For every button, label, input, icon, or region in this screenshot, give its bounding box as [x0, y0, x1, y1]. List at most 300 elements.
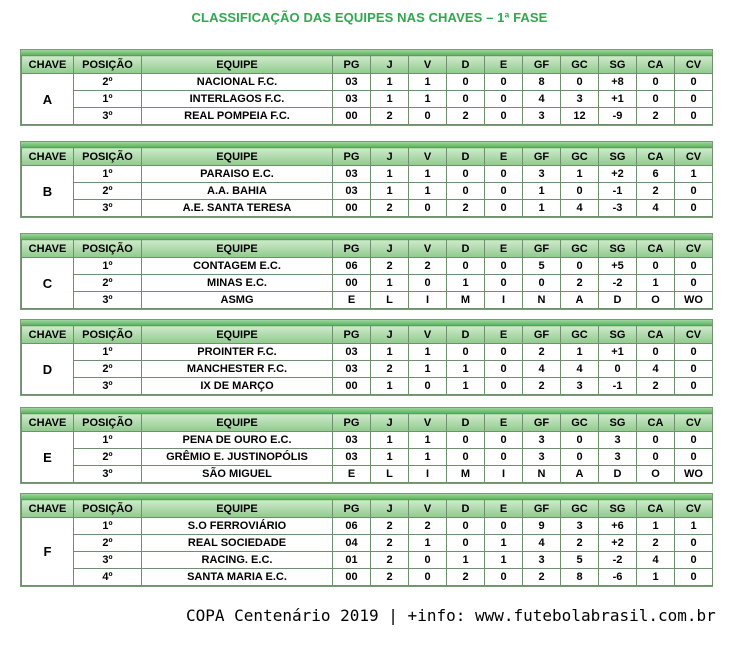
standings-table [21, 413, 713, 483]
table-cell: 2º [74, 361, 142, 378]
header-row [22, 326, 713, 344]
table-cell: 0 [485, 378, 523, 395]
table-cell: 1º [74, 166, 142, 183]
table-cell: 0 [447, 449, 485, 466]
column-header: J [371, 148, 409, 166]
table-cell: 1 [637, 518, 675, 535]
team-name: GRÊMIO E. JUSTINOPÓLIS [142, 449, 333, 466]
table-cell: 2 [371, 535, 409, 552]
table-cell: 0 [485, 108, 523, 125]
table-cell: 4 [561, 361, 599, 378]
column-header: J [371, 56, 409, 74]
table-cell: 0 [409, 552, 447, 569]
column-header: EQUIPE [142, 240, 333, 258]
table-cell: -1 [599, 378, 637, 395]
column-header: E [485, 148, 523, 166]
column-header: POSIÇÃO [74, 56, 142, 74]
column-header: CV [675, 240, 713, 258]
table-cell: 4 [637, 552, 675, 569]
page-title: CLASSIFICAÇÃO DAS EQUIPES NAS CHAVES – 1ª FASE [191, 10, 548, 25]
table-cell: 1º [74, 432, 142, 449]
table-cell: 1 [523, 200, 561, 217]
table-cell: 0 [637, 344, 675, 361]
table-cell: 0 [561, 432, 599, 449]
table-cell: 0 [637, 432, 675, 449]
table-cell: 0 [409, 569, 447, 586]
column-header: V [409, 414, 447, 432]
table-cell: 04 [333, 535, 371, 552]
table-row [22, 275, 713, 292]
column-header: GF [523, 500, 561, 518]
table-cell: 0 [409, 108, 447, 125]
table-cell: 1º [74, 91, 142, 108]
table-cell: 1 [447, 361, 485, 378]
table-cell: 1º [74, 258, 142, 275]
column-header: D [447, 240, 485, 258]
group-b-table [20, 141, 713, 218]
column-header: SG [599, 500, 637, 518]
team-name: REAL POMPEIA F.C. [142, 108, 333, 125]
table-cell: 03 [333, 166, 371, 183]
table-cell: 0 [675, 91, 713, 108]
table-cell: 0 [675, 74, 713, 91]
table-cell: L [371, 466, 409, 483]
table-cell: 03 [333, 432, 371, 449]
table-cell: 1 [447, 275, 485, 292]
column-header: CHAVE [22, 500, 74, 518]
table-cell: 03 [333, 183, 371, 200]
standings-table [21, 239, 713, 309]
header-row [22, 414, 713, 432]
table-cell: 0 [485, 432, 523, 449]
table-cell: 2 [561, 535, 599, 552]
table-row [22, 535, 713, 552]
table-cell: 1 [523, 183, 561, 200]
team-name: PROINTER F.C. [142, 344, 333, 361]
table-cell: 2 [637, 183, 675, 200]
column-header: CHAVE [22, 326, 74, 344]
table-cell: 0 [675, 432, 713, 449]
group-letter: C [22, 258, 74, 309]
group-d-table [20, 319, 713, 396]
table-cell: 0 [675, 378, 713, 395]
table-cell: 2 [523, 344, 561, 361]
table-cell: 0 [485, 91, 523, 108]
table-cell: 1 [485, 535, 523, 552]
table-cell: O [637, 292, 675, 309]
table-cell: 2 [523, 569, 561, 586]
table-cell: 2 [637, 535, 675, 552]
table-cell: 2º [74, 74, 142, 91]
column-header: PG [333, 414, 371, 432]
group-a-table [20, 49, 713, 126]
table-cell: 2º [74, 275, 142, 292]
table-cell: 2 [447, 200, 485, 217]
table-cell: O [637, 466, 675, 483]
table-cell: 2 [371, 258, 409, 275]
table-cell: -2 [599, 552, 637, 569]
column-header: CA [637, 326, 675, 344]
table-cell: +5 [599, 258, 637, 275]
table-cell: 03 [333, 91, 371, 108]
table-cell: 06 [333, 258, 371, 275]
table-cell: 3 [523, 449, 561, 466]
table-cell: A [561, 292, 599, 309]
table-cell: 00 [333, 275, 371, 292]
table-cell: 2º [74, 535, 142, 552]
table-cell: 03 [333, 74, 371, 91]
column-header: CA [637, 240, 675, 258]
table-cell: 1 [371, 344, 409, 361]
table-cell: 0 [447, 91, 485, 108]
table-cell: 4 [523, 91, 561, 108]
table-row [22, 166, 713, 183]
table-cell: 1 [637, 275, 675, 292]
column-header: J [371, 414, 409, 432]
header-row [22, 500, 713, 518]
table-cell: 2º [74, 449, 142, 466]
table-cell: 0 [485, 275, 523, 292]
table-row [22, 258, 713, 275]
table-cell: +2 [599, 535, 637, 552]
table-cell: 1 [409, 183, 447, 200]
table-cell: 5 [523, 258, 561, 275]
table-cell: 1 [637, 569, 675, 586]
table-row [22, 449, 713, 466]
table-cell: 06 [333, 518, 371, 535]
team-name: MINAS E.C. [142, 275, 333, 292]
table-cell: N [523, 292, 561, 309]
table-cell: 0 [409, 275, 447, 292]
table-cell: 0 [447, 344, 485, 361]
table-cell: 2 [637, 378, 675, 395]
team-name: SANTA MARIA E.C. [142, 569, 333, 586]
table-cell: -9 [599, 108, 637, 125]
column-header: E [485, 500, 523, 518]
team-name: CONTAGEM E.C. [142, 258, 333, 275]
column-header: SG [599, 148, 637, 166]
column-header: CV [675, 414, 713, 432]
table-cell: 0 [485, 518, 523, 535]
column-header: CV [675, 56, 713, 74]
column-header: V [409, 500, 447, 518]
table-cell: 1º [74, 518, 142, 535]
column-header: CHAVE [22, 414, 74, 432]
table-cell: 1 [371, 91, 409, 108]
header-row [22, 148, 713, 166]
standings-table [21, 499, 713, 586]
table-cell: 2 [371, 108, 409, 125]
table-cell: 0 [409, 200, 447, 217]
standings-table [21, 147, 713, 217]
table-cell: 0 [637, 449, 675, 466]
group-letter: E [22, 432, 74, 483]
table-cell: 1 [371, 183, 409, 200]
table-cell: 2 [523, 378, 561, 395]
column-header: PG [333, 56, 371, 74]
table-row [22, 466, 713, 483]
table-cell: E [333, 466, 371, 483]
table-cell: 0 [675, 535, 713, 552]
table-cell: I [409, 466, 447, 483]
table-cell: 0 [675, 200, 713, 217]
table-cell: 0 [447, 535, 485, 552]
table-cell: 1 [409, 91, 447, 108]
column-header: SG [599, 240, 637, 258]
column-header: POSIÇÃO [74, 148, 142, 166]
table-cell: 1 [447, 552, 485, 569]
column-header: POSIÇÃO [74, 240, 142, 258]
table-cell: 3 [561, 91, 599, 108]
column-header: CA [637, 500, 675, 518]
table-cell: 2 [371, 518, 409, 535]
table-cell: 3º [74, 292, 142, 309]
table-cell: 5 [561, 552, 599, 569]
table-row [22, 432, 713, 449]
team-name: PARAISO E.C. [142, 166, 333, 183]
column-header: GC [561, 148, 599, 166]
team-name: NACIONAL F.C. [142, 74, 333, 91]
table-cell: -2 [599, 275, 637, 292]
group-c-table [20, 233, 713, 310]
column-header: CA [637, 56, 675, 74]
table-cell: 1 [409, 361, 447, 378]
table-cell: +8 [599, 74, 637, 91]
team-name: A.A. BAHIA [142, 183, 333, 200]
header-row [22, 240, 713, 258]
table-cell: 0 [675, 361, 713, 378]
table-cell: 00 [333, 200, 371, 217]
table-cell: 0 [447, 258, 485, 275]
column-header: POSIÇÃO [74, 414, 142, 432]
table-cell: 2 [409, 518, 447, 535]
group-f-table [20, 493, 713, 587]
table-cell: WO [675, 292, 713, 309]
table-cell: D [599, 466, 637, 483]
table-cell: 2 [371, 361, 409, 378]
table-cell: 3º [74, 200, 142, 217]
column-header: CV [675, 326, 713, 344]
team-name: S.O FERROVIÁRIO [142, 518, 333, 535]
table-cell: 0 [447, 432, 485, 449]
column-header: GC [561, 326, 599, 344]
table-cell: +1 [599, 344, 637, 361]
column-header: PG [333, 500, 371, 518]
column-header: GF [523, 326, 561, 344]
table-row [22, 74, 713, 91]
table-cell: 6 [637, 166, 675, 183]
table-cell: 12 [561, 108, 599, 125]
standings-table [21, 325, 713, 395]
table-cell: 03 [333, 344, 371, 361]
table-cell: 0 [675, 449, 713, 466]
table-cell: 3 [561, 518, 599, 535]
team-name: RACING. E.C. [142, 552, 333, 569]
table-cell: 0 [675, 108, 713, 125]
table-cell: I [485, 292, 523, 309]
column-header: CA [637, 414, 675, 432]
table-cell: 0 [675, 552, 713, 569]
table-cell: 03 [333, 361, 371, 378]
table-cell: +1 [599, 91, 637, 108]
table-row [22, 344, 713, 361]
column-header: EQUIPE [142, 56, 333, 74]
column-header: V [409, 56, 447, 74]
table-cell: 0 [637, 74, 675, 91]
table-cell: 1 [371, 166, 409, 183]
table-cell: 1 [675, 166, 713, 183]
table-cell: 1 [371, 275, 409, 292]
column-header: SG [599, 414, 637, 432]
table-cell: 4 [637, 200, 675, 217]
table-cell: 3 [523, 552, 561, 569]
column-header: SG [599, 56, 637, 74]
table-cell: 4º [74, 569, 142, 586]
table-cell: +6 [599, 518, 637, 535]
table-cell: 0 [675, 344, 713, 361]
table-cell: 0 [675, 569, 713, 586]
table-cell: 0 [447, 518, 485, 535]
table-row [22, 183, 713, 200]
table-cell: 0 [675, 183, 713, 200]
table-cell: 3º [74, 552, 142, 569]
header-row [22, 56, 713, 74]
table-cell: I [485, 466, 523, 483]
table-cell: 4 [561, 200, 599, 217]
table-cell: 1 [409, 432, 447, 449]
column-header: D [447, 500, 485, 518]
table-cell: 0 [485, 200, 523, 217]
table-row [22, 569, 713, 586]
table-cell: 0 [523, 275, 561, 292]
column-header: E [485, 326, 523, 344]
table-cell: 1º [74, 344, 142, 361]
table-cell: 0 [637, 258, 675, 275]
column-header: E [485, 414, 523, 432]
table-cell: 1 [409, 74, 447, 91]
table-row [22, 292, 713, 309]
table-cell: 4 [523, 535, 561, 552]
table-cell: 0 [485, 74, 523, 91]
table-cell: 1 [561, 166, 599, 183]
table-cell: 3º [74, 466, 142, 483]
table-cell: 00 [333, 378, 371, 395]
table-row [22, 378, 713, 395]
table-row [22, 108, 713, 125]
table-cell: 3 [599, 449, 637, 466]
column-header: V [409, 326, 447, 344]
table-cell: 8 [523, 74, 561, 91]
column-header: D [447, 326, 485, 344]
table-cell: 3º [74, 378, 142, 395]
table-cell: 1 [409, 166, 447, 183]
team-name: A.E. SANTA TERESA [142, 200, 333, 217]
group-letter: D [22, 344, 74, 395]
table-cell: E [333, 292, 371, 309]
column-header: GC [561, 56, 599, 74]
column-header: SG [599, 326, 637, 344]
table-cell: 2 [409, 258, 447, 275]
table-cell: 1 [409, 344, 447, 361]
table-cell: 0 [447, 166, 485, 183]
team-name: IX DE MARÇO [142, 378, 333, 395]
table-cell: I [409, 292, 447, 309]
table-cell: 3 [523, 166, 561, 183]
table-cell: 8 [561, 569, 599, 586]
column-header: D [447, 148, 485, 166]
table-cell: 2 [447, 108, 485, 125]
table-cell: 4 [637, 361, 675, 378]
table-cell: L [371, 292, 409, 309]
table-cell: 0 [447, 183, 485, 200]
column-header: POSIÇÃO [74, 500, 142, 518]
table-cell: 03 [333, 449, 371, 466]
table-cell: 2 [447, 569, 485, 586]
table-cell: 1 [485, 552, 523, 569]
table-cell: 0 [485, 166, 523, 183]
table-cell: WO [675, 466, 713, 483]
column-header: CV [675, 148, 713, 166]
group-letter: F [22, 518, 74, 586]
table-cell: 2 [561, 275, 599, 292]
table-cell: 0 [409, 378, 447, 395]
column-header: GF [523, 148, 561, 166]
footer-text: COPA Centenário 2019 | +info: www.futebolabrasil.com.br [186, 606, 716, 625]
column-header: V [409, 240, 447, 258]
column-header: GF [523, 56, 561, 74]
table-cell: 0 [637, 91, 675, 108]
table-cell: 9 [523, 518, 561, 535]
group-letter: B [22, 166, 74, 217]
column-header: EQUIPE [142, 414, 333, 432]
column-header: GC [561, 500, 599, 518]
table-cell: 0 [599, 361, 637, 378]
table-cell: M [447, 466, 485, 483]
column-header: CV [675, 500, 713, 518]
table-cell: -3 [599, 200, 637, 217]
table-cell: +2 [599, 166, 637, 183]
team-name: ASMG [142, 292, 333, 309]
standings-table [21, 55, 713, 125]
column-header: CHAVE [22, 56, 74, 74]
column-header: PG [333, 240, 371, 258]
table-cell: 1 [371, 432, 409, 449]
table-row [22, 91, 713, 108]
table-cell: 1 [447, 378, 485, 395]
table-cell: 00 [333, 108, 371, 125]
table-cell: 1 [371, 74, 409, 91]
table-cell: 0 [485, 569, 523, 586]
column-header: J [371, 240, 409, 258]
column-header: D [447, 56, 485, 74]
column-header: EQUIPE [142, 148, 333, 166]
table-cell: 0 [447, 74, 485, 91]
table-cell: 0 [561, 183, 599, 200]
column-header: GC [561, 240, 599, 258]
team-name: REAL SOCIEDADE [142, 535, 333, 552]
table-cell: D [599, 292, 637, 309]
table-cell: 3 [523, 108, 561, 125]
table-cell: 00 [333, 569, 371, 586]
column-header: PG [333, 148, 371, 166]
table-cell: 2 [637, 108, 675, 125]
table-cell: 0 [485, 361, 523, 378]
column-header: PG [333, 326, 371, 344]
table-cell: 1 [409, 535, 447, 552]
team-name: PENA DE OURO E.C. [142, 432, 333, 449]
table-cell: 0 [485, 449, 523, 466]
team-name: SÃO MIGUEL [142, 466, 333, 483]
